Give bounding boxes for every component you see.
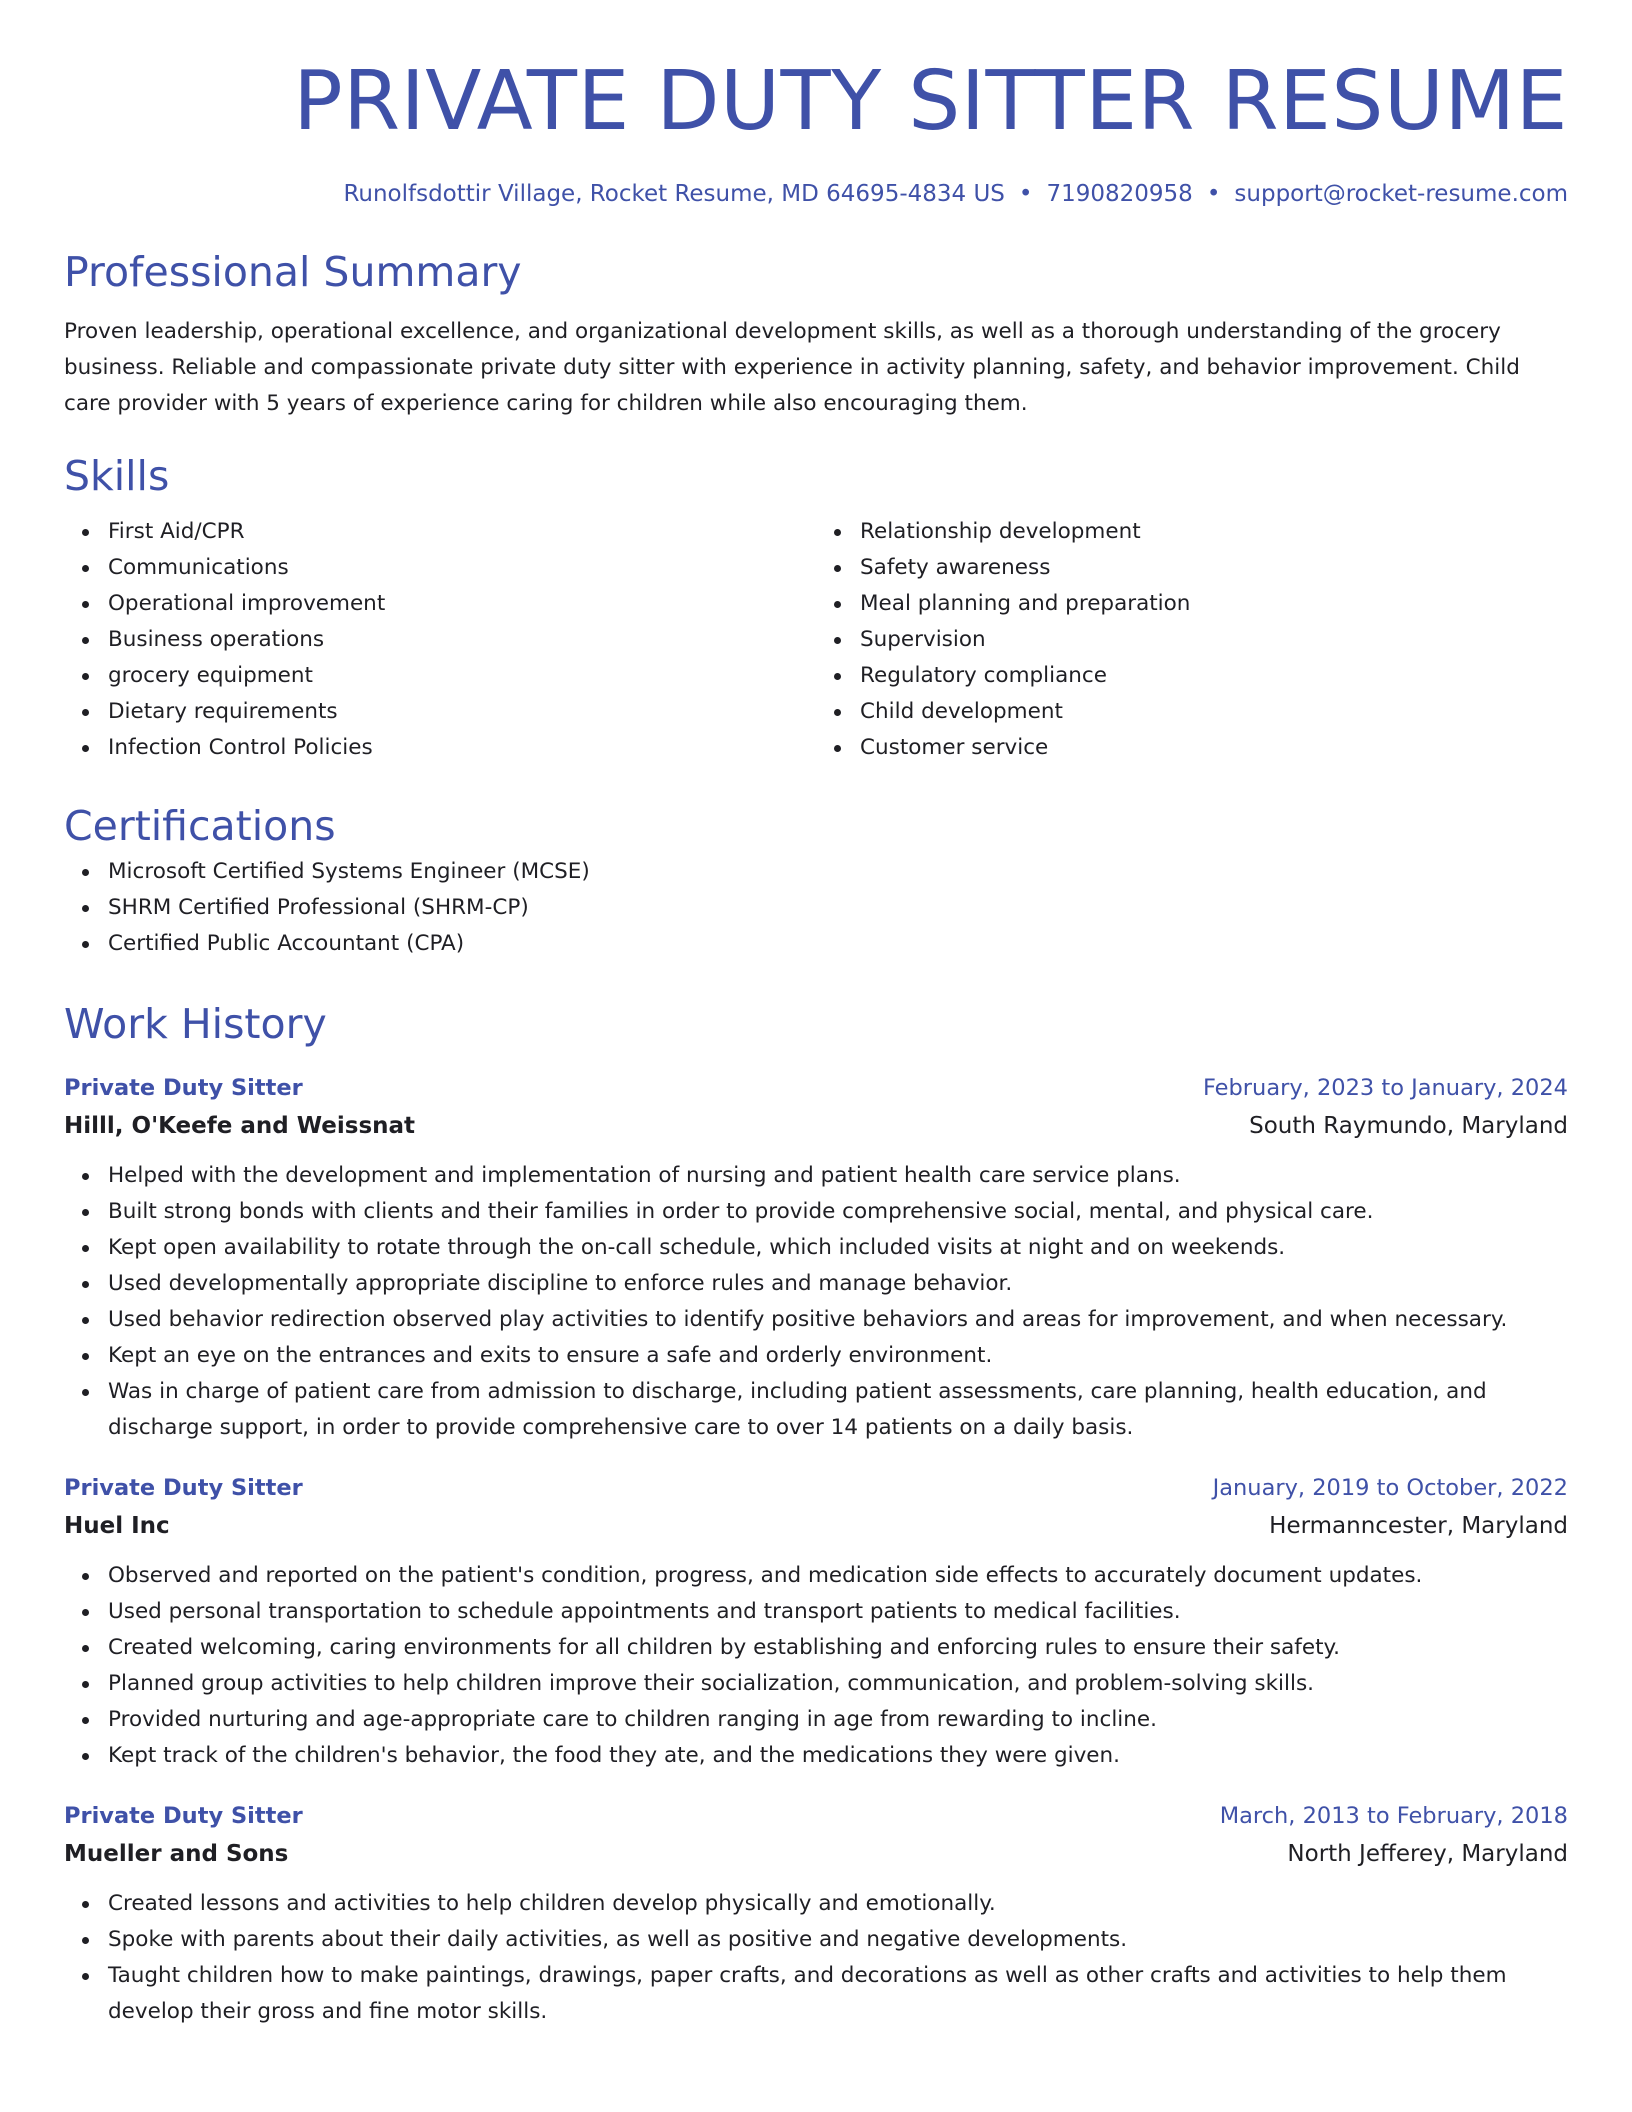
job-duty-item: Spoke with parents about their daily activities, as well as positive and negative developments. <box>108 1922 1568 1958</box>
skills-columns <box>64 514 1568 766</box>
skill-item: Safety awareness <box>860 550 1568 586</box>
email-address: support@rocket-resume.com <box>1234 181 1568 207</box>
summary-heading: Professional Summary <box>64 248 522 296</box>
skill-item: Dietary requirements <box>108 694 816 730</box>
job-duty-item: Planned group activities to help children improve their socialization, communication, and problem-solving skills. <box>108 1666 1568 1702</box>
job-duty-item: Provided nurturing and age-appropriate care to children ranging in age from rewarding to incline. <box>108 1702 1568 1738</box>
job-duty-item: Used personal transportation to schedule appointments and transport patients to medical facilities. <box>108 1594 1568 1630</box>
job-duty-item: Created lessons and activities to help children develop physically and emotionally. <box>108 1886 1568 1922</box>
job-duties-list <box>64 1158 1568 1446</box>
skills-list-left <box>64 514 816 766</box>
contact-separator: • <box>1206 181 1221 207</box>
skills-heading: Skills <box>64 452 170 500</box>
contact-line <box>64 178 1568 210</box>
job-header-row <box>64 1470 1568 1506</box>
job-title: Private Duty Sitter <box>64 1803 303 1829</box>
skill-item: Communications <box>108 550 816 586</box>
job-entry <box>64 1470 1568 1774</box>
certifications-list <box>64 854 1568 962</box>
job-location: Hermanncester, Maryland <box>1269 1513 1568 1539</box>
skill-item: Regulatory compliance <box>860 658 1568 694</box>
certification-item: Certified Public Accountant (CPA) <box>108 926 1568 962</box>
job-header-row <box>64 1070 1568 1106</box>
job-duty-item: Kept an eye on the entrances and exits to ensure a safe and orderly environment. <box>108 1338 1568 1374</box>
skill-item: Supervision <box>860 622 1568 658</box>
job-dates: January, 2019 to October, 2022 <box>1212 1475 1568 1501</box>
skills-list-right <box>816 514 1568 766</box>
job-duty-item: Kept track of the children's behavior, the food they ate, and the medications they were given. <box>108 1738 1568 1774</box>
skill-item: grocery equipment <box>108 658 816 694</box>
job-company: Mueller and Sons <box>64 1841 289 1867</box>
job-dates: March, 2013 to February, 2018 <box>1219 1803 1568 1829</box>
summary-text: Proven leadership, operational excellence, and organizational development skills, as well as a thorough understanding of the grocery business. Reliable and compassionate private duty sitter with experience in activity planning, safety, and behavior improvement. Child care provider with 5 years of experience caring for children while also encouraging them. <box>64 319 1520 416</box>
job-employer-row <box>64 1106 1568 1146</box>
job-dates: February, 2023 to January, 2024 <box>1202 1075 1568 1101</box>
resume-title: PRIVATE DUTY SITTER RESUME <box>293 54 1568 149</box>
job-duty-item: Observed and reported on the patient's condition, progress, and medication side effects to accurately document updates. <box>108 1558 1568 1594</box>
job-duty-item: Helped with the development and implementation of nursing and patient health care service plans. <box>108 1158 1568 1194</box>
skill-item: Business operations <box>108 622 816 658</box>
job-duty-item: Taught children how to make paintings, drawings, paper crafts, and decorations as well as other crafts and activities to help them develop their gross and fine motor skills. <box>108 1958 1568 2030</box>
work-history-heading: Work History <box>64 1000 327 1048</box>
skill-item: Customer service <box>860 730 1568 766</box>
job-title: Private Duty Sitter <box>64 1075 303 1101</box>
skill-item: Child development <box>860 694 1568 730</box>
job-duty-item: Built strong bonds with clients and their families in order to provide comprehensive social, mental, and physical care. <box>108 1194 1568 1230</box>
job-company: Hilll, O'Keefe and Weissnat <box>64 1113 416 1139</box>
skill-item: Meal planning and preparation <box>860 586 1568 622</box>
job-company: Huel Inc <box>64 1513 170 1539</box>
job-duty-item: Used developmentally appropriate discipline to enforce rules and manage behavior. <box>108 1266 1568 1302</box>
contact-separator: • <box>1018 181 1033 207</box>
job-duty-item: Created welcoming, caring environments for all children by establishing and enforcing rules to ensure their safety. <box>108 1630 1568 1666</box>
job-header-row <box>64 1798 1568 1834</box>
job-entry <box>64 1070 1568 1446</box>
certification-item: Microsoft Certified Systems Engineer (MCSE) <box>108 854 1568 890</box>
skill-item: Operational improvement <box>108 586 816 622</box>
job-location: North Jefferey, Maryland <box>1287 1841 1568 1867</box>
job-duty-item: Kept open availability to rotate through the on-call schedule, which included visits at night and on weekends. <box>108 1230 1568 1266</box>
job-employer-row <box>64 1834 1568 1874</box>
certification-item: SHRM Certified Professional (SHRM-CP) <box>108 890 1568 926</box>
job-title: Private Duty Sitter <box>64 1475 303 1501</box>
skill-item: First Aid/CPR <box>108 514 816 550</box>
job-duties-list <box>64 1886 1568 2030</box>
job-duty-item: Used behavior redirection observed play activities to identify positive behaviors and areas for improvement, and when necessary. <box>108 1302 1568 1338</box>
job-employer-row <box>64 1506 1568 1546</box>
phone-number: 7190820958 <box>1046 181 1193 207</box>
job-duties-list <box>64 1558 1568 1774</box>
skill-item: Infection Control Policies <box>108 730 816 766</box>
address: Runolfsdottir Village, Rocket Resume, MD 64695-4834 US <box>343 181 1005 207</box>
job-entry <box>64 1798 1568 2030</box>
job-duty-item: Was in charge of patient care from admission to discharge, including patient assessments, care planning, health education, and discharge support, in order to provide comprehensive care to over 14 patients on a daily basis. <box>108 1374 1568 1446</box>
job-location: South Raymundo, Maryland <box>1249 1113 1568 1139</box>
certifications-heading: Certifications <box>64 802 336 850</box>
skill-item: Relationship development <box>860 514 1568 550</box>
